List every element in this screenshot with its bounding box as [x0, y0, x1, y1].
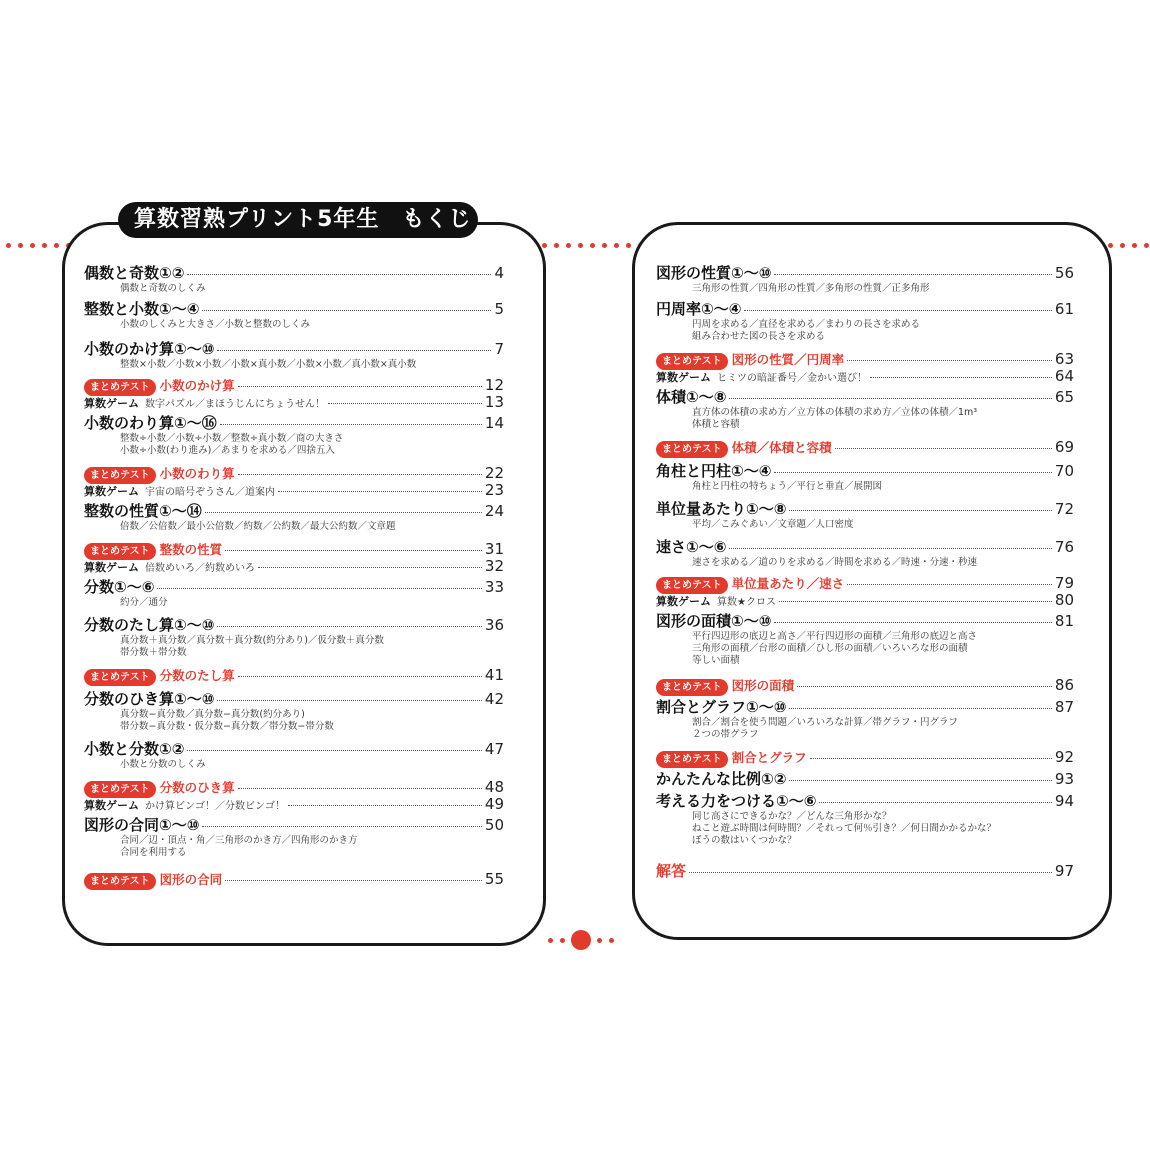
entry-title: 単位量あたり／速さ	[731, 576, 845, 591]
entry-title: かけ算ビンゴ！／分数ビンゴ！	[145, 801, 285, 812]
page-number: 5	[494, 300, 504, 318]
entry-subtopics: 小数と分数のしくみ	[120, 759, 206, 770]
toc-entry-row	[656, 768, 1074, 789]
summary-test-badge: まとめテスト	[84, 781, 156, 798]
page-number: 14	[484, 414, 504, 432]
dotted-leader	[202, 310, 491, 311]
entry-title: 分数のたし算①～⑩	[84, 616, 215, 634]
toc-entry-row	[84, 870, 504, 890]
page-number: 32	[484, 557, 504, 575]
entry-title: 体積①～⑧	[656, 388, 727, 406]
dot-divider-bottom-right	[597, 935, 614, 945]
entry-title: 図形の合同①～⑩	[84, 816, 200, 834]
entry-title: 図形の面積	[731, 678, 795, 693]
toc-entry	[656, 696, 1074, 741]
page-number: 36	[484, 616, 504, 634]
page-number: 76	[1054, 538, 1074, 556]
entry-subtopics: 帯分数−真分数・仮分数−真分数／帯分数−帯分数	[120, 721, 334, 732]
toc-entry	[656, 768, 1074, 789]
toc-entry-row	[84, 666, 504, 686]
toc-entry	[84, 412, 504, 457]
entry-subtopics: 合同を利用する	[120, 847, 187, 858]
dotted-leader	[157, 588, 482, 589]
dotted-leader	[870, 377, 1052, 378]
summary-test-badge: まとめテスト	[656, 441, 728, 458]
page-number: 63	[1054, 350, 1074, 368]
toc-entry-row	[656, 748, 1074, 768]
entry-subtopics: 体積と容積	[692, 419, 740, 430]
entry-title: 小数のかけ算	[159, 378, 235, 393]
page-number: 64	[1054, 367, 1074, 385]
toc-entry	[84, 557, 504, 575]
entry-subtopics: 角柱と円柱の特ちょう／平行と垂直／展開図	[692, 481, 883, 492]
entry-subtopics: ねこと遊ぶ時間は何時間？／それって何％引き？／何日間かかるかな？	[692, 823, 997, 834]
entry-title: 速さ①～⑥	[656, 538, 727, 556]
toc-entry-row	[656, 438, 1074, 458]
entry-subtopics: 同じ高さにできるかな？／どんな三角形かな？	[692, 811, 892, 822]
page-number: 12	[484, 376, 504, 394]
dotted-leader	[729, 398, 1052, 399]
entry-subtopics: 真分数−真分数／真分数−真分数(約分あり)	[120, 709, 305, 720]
page-number: 72	[1054, 500, 1074, 518]
dotted-leader	[187, 750, 482, 751]
toc-entry-row	[656, 367, 1074, 385]
toc-entry	[656, 860, 1074, 881]
page-number: 70	[1054, 462, 1074, 480]
entry-subtopics: 組み合わせた図の長さを求める	[692, 331, 826, 342]
page-number: 86	[1054, 676, 1074, 694]
entry-subtopics: 倍数／公倍数／最小公倍数／約数／公約数／最大公約数／文章題	[120, 521, 396, 532]
entry-title: 割合とグラフ①～⑩	[656, 698, 787, 716]
dotted-leader	[744, 310, 1052, 311]
toc-entry	[84, 500, 504, 533]
toc-entry-row	[84, 814, 504, 835]
entry-title: 整数の性質	[159, 542, 223, 557]
entry-title: 小数のわり算	[159, 466, 235, 481]
entry-subtopics: 等しい面積	[692, 655, 740, 666]
entry-subtopics: 整数÷小数／小数÷小数／整数÷真小数／商の大きさ	[120, 433, 344, 444]
toc-entry-row	[84, 412, 504, 433]
entry-subtopics: ２つの帯グラフ	[692, 729, 759, 740]
toc-entry-row	[656, 536, 1074, 557]
toc-entry-row	[84, 338, 504, 359]
entry-subtopics: 小数÷小数(わり進み)／あまりを求める／四捨五入	[120, 445, 335, 456]
toc-entry	[84, 688, 504, 733]
math-game-label: 算数ゲーム	[84, 561, 139, 574]
entry-subtopics: 小数のしくみと大きさ／小数と整数のしくみ	[120, 319, 311, 330]
toc-entry-row	[84, 262, 504, 283]
entry-title: 倍数めいろ／約数めいろ	[145, 563, 255, 574]
page-number: 80	[1054, 591, 1074, 609]
page-number: 94	[1054, 792, 1074, 810]
entry-subtopics: 真分数＋真分数／真分数＋真分数(約分あり)／仮分数＋真分数	[120, 635, 384, 646]
toc-entry-row	[84, 795, 504, 813]
dotted-leader	[328, 403, 482, 404]
toc-entry-row	[656, 460, 1074, 481]
entry-title: 図形の性質①～⑩	[656, 264, 772, 282]
page-number: 13	[484, 393, 504, 411]
dotted-leader	[774, 274, 1052, 275]
summary-test-badge: まとめテスト	[84, 467, 156, 484]
page-number: 55	[484, 870, 504, 888]
entry-title: 体積／体積と容積	[731, 440, 832, 455]
entry-title: 宇宙の暗号ぞうさん／道案内	[145, 487, 275, 498]
page-number: 23	[484, 481, 504, 499]
toc-entry-row	[656, 676, 1074, 696]
toc-entry	[656, 790, 1074, 847]
toc-entry	[84, 481, 504, 499]
page-number: 79	[1054, 574, 1074, 592]
page-number: 7	[494, 340, 504, 358]
dotted-leader	[238, 386, 482, 387]
page-number: 87	[1054, 698, 1074, 716]
toc-entry-row	[84, 614, 504, 635]
page-number: 93	[1054, 770, 1074, 788]
entry-subtopics: 帯分数＋帯分数	[120, 647, 187, 658]
dotted-leader	[225, 880, 482, 881]
math-game-label: 算数ゲーム	[84, 397, 139, 410]
toc-entry	[656, 748, 1074, 768]
page-number: 33	[484, 578, 504, 596]
entry-title: 図形の面積①～⑩	[656, 612, 772, 630]
dotted-leader	[217, 626, 482, 627]
toc-entry	[84, 614, 504, 659]
entry-title: 図形の性質／円周率	[731, 352, 845, 367]
toc-entry-row	[656, 790, 1074, 811]
page-number: 42	[484, 690, 504, 708]
toc-entry	[84, 576, 504, 609]
dotted-leader	[217, 350, 491, 351]
entry-title: 分数のひき算①～⑩	[84, 690, 215, 708]
toc-entry	[84, 870, 504, 890]
dotted-leader	[847, 584, 1052, 585]
summary-test-badge: まとめテスト	[84, 379, 156, 396]
entry-title: かんたんな比例①②	[656, 770, 787, 788]
entry-title: 整数の性質①～⑭	[84, 502, 202, 520]
dotted-leader	[238, 788, 482, 789]
toc-entry	[84, 795, 504, 813]
toc-entry	[656, 438, 1074, 458]
toc-entry-row	[84, 688, 504, 709]
toc-entry-row	[656, 498, 1074, 519]
entry-title: 単位量あたり①～⑧	[656, 500, 787, 518]
page-number: 41	[484, 666, 504, 684]
toc-entry-row	[656, 298, 1074, 319]
dotted-leader	[187, 274, 491, 275]
toc-entry	[84, 814, 504, 859]
entry-title: 小数のかけ算①～⑩	[84, 340, 215, 358]
entry-title: 小数と分数①②	[84, 740, 185, 758]
summary-test-badge: まとめテスト	[84, 543, 156, 560]
entry-subtopics: 約分／通分	[120, 597, 168, 608]
entry-subtopics: 平行四辺形の底辺と高さ／平行四辺形の面積／三角形の底辺と高さ	[692, 631, 978, 642]
toc-entry	[84, 298, 504, 331]
entry-subtopics: 速さを求める／道のりを求める／時間を求める／時速・分速・秒速	[692, 557, 978, 568]
summary-test-badge: まとめテスト	[656, 751, 728, 768]
dotted-leader	[220, 424, 482, 425]
page-number: 50	[484, 816, 504, 834]
entry-title: 考える力をつける①～⑥	[656, 792, 817, 810]
dotted-leader	[689, 872, 1052, 873]
math-game-label: 算数ゲーム	[84, 485, 139, 498]
math-game-label: 算数ゲーム	[656, 595, 711, 608]
dotted-leader	[205, 512, 482, 513]
page-number: 81	[1054, 612, 1074, 630]
page-number: 65	[1054, 388, 1074, 406]
toc-entry-row	[84, 481, 504, 499]
dotted-leader	[729, 548, 1052, 549]
entry-title: 角柱と円柱①～④	[656, 462, 772, 480]
entry-title: 割合とグラフ	[731, 750, 807, 765]
dotted-leader	[774, 472, 1052, 473]
entry-title: 図形の合同	[159, 872, 223, 887]
entry-title: 数字パズル／まほうじんにちょうせん！	[145, 399, 325, 410]
page-number: 92	[1054, 748, 1074, 766]
dotted-leader	[797, 686, 1052, 687]
summary-test-badge: まとめテスト	[656, 679, 728, 696]
page-number: 31	[484, 540, 504, 558]
toc-entry-row	[84, 576, 504, 597]
entry-title: 整数と小数①～④	[84, 300, 200, 318]
dotted-leader	[789, 780, 1052, 781]
dotted-leader	[789, 510, 1052, 511]
page-number: 48	[484, 778, 504, 796]
toc-entry	[656, 676, 1074, 696]
dotted-leader	[835, 448, 1052, 449]
dotted-leader	[819, 802, 1052, 803]
page-number: 56	[1054, 264, 1074, 282]
entry-subtopics: 三角形の面積／台形の面積／ひし形の面積／いろいろな形の面積	[692, 643, 968, 654]
entry-subtopics: 合同／辺・頂点・角／三角形のかき方／四角形のかき方	[120, 835, 358, 846]
toc-entry-row	[84, 557, 504, 575]
summary-test-badge: まとめテスト	[84, 873, 156, 890]
toc-entry	[656, 591, 1074, 609]
entry-subtopics: 整数×小数／小数×小数／小数×真小数／小数×小数／真小数×真小数	[120, 359, 417, 370]
summary-test-badge: まとめテスト	[656, 577, 728, 594]
page-number: 61	[1054, 300, 1074, 318]
dotted-leader	[810, 758, 1052, 759]
page-number: 49	[484, 795, 504, 813]
toc-entry-row	[84, 738, 504, 759]
entry-subtopics: 直方体の体積の求め方／立方体の体積の求め方／立体の体積／1m³	[692, 407, 978, 418]
entry-title: 円周率①～④	[656, 300, 742, 318]
page-marker-circle	[571, 930, 591, 950]
toc-entry	[656, 460, 1074, 493]
toc-entry	[656, 498, 1074, 531]
toc-entry-row	[656, 262, 1074, 283]
page-number: 22	[484, 464, 504, 482]
entry-title: 解答	[656, 862, 687, 880]
dotted-leader	[847, 360, 1052, 361]
toc-entry	[656, 610, 1074, 667]
toc-entry-row	[84, 298, 504, 319]
entry-subtopics: 三角形の性質／四角形の性質／多角形の性質／正多角形	[692, 283, 930, 294]
dotted-leader	[789, 708, 1052, 709]
dotted-leader	[288, 805, 482, 806]
entry-title: 分数のたし算	[159, 668, 235, 683]
entry-subtopics: 割合／割合を使う問題／いろいろな計算／帯グラフ・円グラフ	[692, 717, 959, 728]
dotted-leader	[278, 491, 482, 492]
toc-entry	[84, 738, 504, 771]
toc-entry	[84, 393, 504, 411]
dotted-leader	[779, 601, 1052, 602]
toc-entry	[84, 666, 504, 686]
entry-title: 偶数と奇数①②	[84, 264, 185, 282]
toc-entry	[84, 338, 504, 371]
toc-entry-row	[656, 696, 1074, 717]
toc-entry-row	[84, 393, 504, 411]
toc-entry	[656, 367, 1074, 385]
toc-entry	[656, 536, 1074, 569]
dotted-leader	[774, 622, 1052, 623]
entry-title: 小数のわり算①～⑯	[84, 414, 217, 432]
toc-entry	[656, 298, 1074, 343]
toc-entry	[656, 386, 1074, 431]
math-game-label: 算数ゲーム	[84, 799, 139, 812]
page-number: 97	[1054, 862, 1074, 880]
page-number: 47	[484, 740, 504, 758]
entry-title: 分数のひき算	[159, 780, 235, 795]
toc-title: 算数習熟プリント5年生 もくじ	[118, 202, 478, 238]
entry-title: 算数★クロス	[717, 597, 776, 608]
toc-entry-row	[84, 500, 504, 521]
dotted-leader	[238, 676, 482, 677]
page-number: 69	[1054, 438, 1074, 456]
dotted-leader	[202, 826, 482, 827]
toc-entry	[656, 262, 1074, 295]
entry-subtopics: 平均／こみぐあい／文章題／人口密度	[692, 519, 854, 530]
entry-subtopics: 円周を求める／直径を求める／まわりの長さを求める	[692, 319, 921, 330]
entry-subtopics: ぼうの数はいくつかな？	[692, 835, 797, 846]
dotted-leader	[225, 550, 482, 551]
math-game-label: 算数ゲーム	[656, 371, 711, 384]
entry-title: 分数①～⑥	[84, 578, 155, 596]
toc-entry-row	[656, 610, 1074, 631]
toc-entry-row	[656, 860, 1074, 881]
dotted-leader	[258, 567, 482, 568]
entry-subtopics: 偶数と奇数のしくみ	[120, 283, 206, 294]
page-number: 24	[484, 502, 504, 520]
dot-divider-bottom-left	[548, 935, 565, 945]
toc-entry-row	[656, 591, 1074, 609]
dotted-leader	[217, 700, 482, 701]
dotted-leader	[238, 474, 482, 475]
summary-test-badge: まとめテスト	[84, 669, 156, 686]
summary-test-badge: まとめテスト	[656, 353, 728, 370]
entry-title: ヒミツの暗証番号／金かい選び！	[717, 373, 867, 384]
toc-entry	[84, 262, 504, 295]
page-number: 4	[494, 264, 504, 282]
toc-entry-row	[656, 386, 1074, 407]
